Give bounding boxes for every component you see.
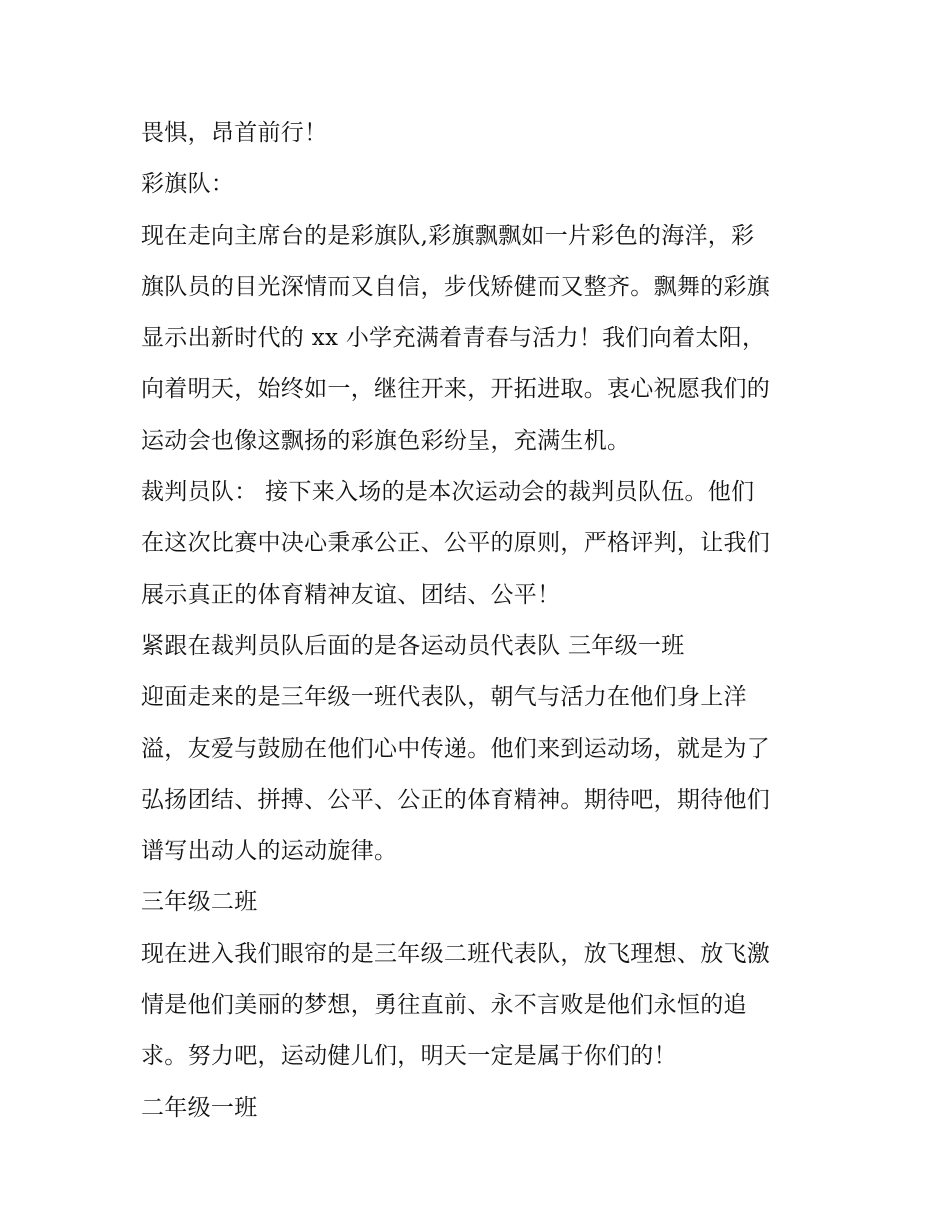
- text-line-referee-team: 裁判员队： 接下来入场的是本次运动会的裁判员队伍。他们: [141, 479, 755, 506]
- document-body: [141, 108, 831, 1134]
- text-line: 溢，友爱与鼓励在他们心中传递。他们来到运动场，就是为了: [141, 735, 771, 762]
- text-line: 显示出新时代的 xx 小学充满着青春与活力！我们向着太阳，: [141, 325, 766, 352]
- section-heading-color-flag-team: 彩旗队：: [141, 171, 235, 198]
- text-line: 谱写出动人的运动旋律。: [141, 838, 398, 865]
- section-heading-grade2-class1: 二年级一班: [141, 1094, 258, 1121]
- text-line: 现在走向主席台的是彩旗队,彩旗飘飘如一片彩色的海洋，彩: [141, 222, 755, 249]
- text-line: 求。努力吧，运动健儿们，明天一定是属于你们的！: [141, 1043, 677, 1070]
- text-line: 情是他们美丽的梦想，勇往直前、永不言败是他们永恒的追: [141, 992, 747, 1019]
- text-line: 畏惧，昂首前行！: [141, 120, 328, 146]
- text-line: 运动会也像这飘扬的彩旗色彩纷呈，充满生机。: [141, 427, 631, 454]
- text-line: 弘扬团结、拼搏、公平、公正的体育精神。期待吧，期待他们: [141, 786, 771, 813]
- text-line: 紧跟在裁判员队后面的是各运动员代表队 三年级一班: [141, 632, 685, 659]
- text-line: 在这次比赛中决心秉承公正、公平的原则，严格评判，让我们: [141, 530, 771, 557]
- text-line: 旗队员的目光深情而又自信，步伐矫健而又整齐。飘舞的彩旗: [141, 273, 771, 300]
- text-line: 迎面走来的是三年级一班代表队，朝气与活力在他们身上洋: [141, 684, 747, 711]
- text-line: 展示真正的体育精神友谊、团结、公平！: [141, 581, 561, 608]
- text-line: 向着明天，始终如一，继往开来，开拓进取。衷心祝愿我们的: [141, 376, 771, 403]
- text-line: 现在进入我们眼帘的是三年级二班代表队，放飞理想、放飞激: [141, 940, 771, 967]
- section-heading-grade3-class2: 三年级二班: [141, 889, 258, 916]
